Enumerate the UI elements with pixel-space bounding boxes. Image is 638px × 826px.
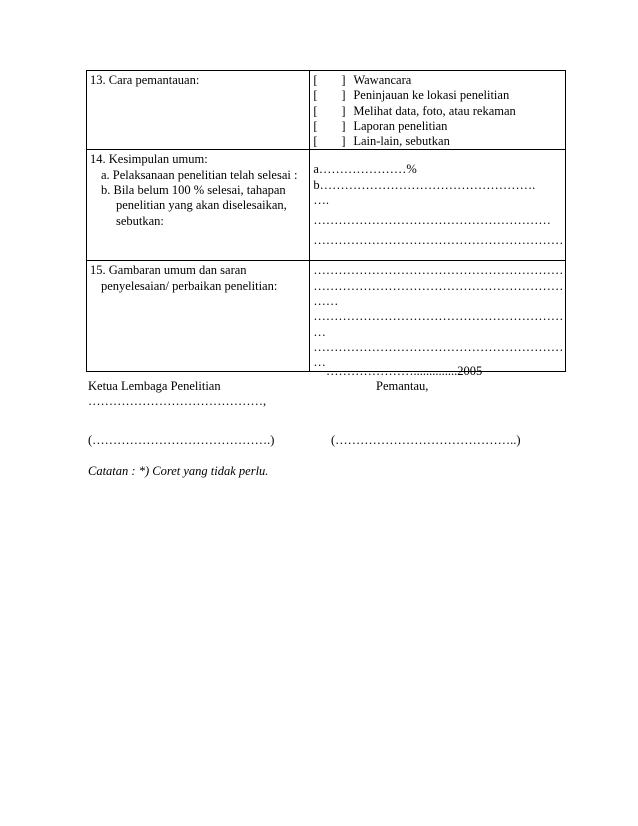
- row15-line: ……………………………………………………: [313, 263, 564, 278]
- row15-label-1: 15. Gambaran umum dan saran: [90, 263, 247, 278]
- row-kesimpulan-umum: [87, 150, 566, 261]
- row14-b-value-2: ….: [313, 193, 329, 208]
- bracket-open: [: [313, 118, 318, 133]
- bracket-open: [: [313, 88, 318, 103]
- row15-line: ……………………………………………………: [313, 278, 564, 293]
- row14-line-2: ……………………………………………………: [313, 232, 564, 247]
- row14-title: 14. Kesimpulan umum:: [90, 152, 208, 167]
- row13-option-text: Laporan penelitian: [353, 118, 448, 133]
- bracket-open: [: [313, 73, 318, 87]
- signature-date: …………………..............2005: [326, 364, 483, 378]
- row13-option-text: Melihat data, foto, atau rekaman: [353, 103, 516, 118]
- row14-label-cell: [87, 150, 310, 261]
- row14-a-value: a…………………%: [313, 162, 417, 177]
- footnote: Catatan : *) Coret yang tidak perlu.: [88, 464, 269, 478]
- row-gambaran-umum: [87, 261, 566, 371]
- row14-b-label-2: penelitian yang akan diselesaikan,: [116, 198, 287, 213]
- monitoring-form-table: [86, 70, 566, 372]
- row13-options-cell: [310, 71, 566, 150]
- row15-line: ……………………………………………………: [313, 309, 564, 324]
- row13-option: [313, 119, 562, 134]
- row-cara-pemantauan: [87, 71, 566, 150]
- bracket-close: ]: [341, 73, 346, 87]
- row14-values-cell: [310, 150, 566, 261]
- row15-line: ……: [313, 294, 339, 309]
- bracket-close: ]: [341, 134, 346, 149]
- row13-option: [313, 104, 562, 119]
- row14-line-1: …………………………………………………: [313, 212, 551, 227]
- row14-b-label: b. Bila belum 100 % selesai, tahapan: [101, 183, 286, 198]
- bracket-close: ]: [341, 103, 346, 118]
- row14-a-label: a. Pelaksanaan penelitian telah selesai :: [101, 167, 298, 182]
- row15-line: …: [313, 324, 326, 339]
- right-signer-name: (……………………………………..): [331, 433, 521, 447]
- row14-b-label-3: sebutkan:: [116, 213, 164, 228]
- row13-label-cell: [87, 71, 310, 150]
- left-signer-dots: ……………………………………,: [88, 394, 267, 408]
- row13-label: 13. Cara pemantauan:: [90, 73, 200, 87]
- row13-option: [313, 73, 562, 88]
- right-signer-title: Pemantau,: [376, 379, 429, 393]
- row15-label-cell: [87, 261, 310, 371]
- bracket-close: ]: [341, 88, 346, 103]
- row13-option-text: Wawancara: [353, 73, 412, 87]
- row15-lines-cell: [310, 261, 566, 371]
- row13-option-text: Peninjauan ke lokasi penelitian: [353, 88, 510, 103]
- row15-line: …: [313, 355, 326, 370]
- row15-label-2: penyelesaian/ perbaikan penelitian:: [101, 278, 278, 293]
- row14-b-value: b…………………………………………….: [313, 177, 536, 192]
- row13-option: [313, 88, 562, 103]
- left-signer-name: (…………………………………….): [88, 433, 275, 447]
- left-signer-title: Ketua Lembaga Penelitian: [88, 379, 221, 393]
- bracket-open: [: [313, 103, 318, 118]
- row15-line: ……………………………………………………: [313, 339, 564, 354]
- bracket-open: [: [313, 134, 318, 149]
- bracket-close: ]: [341, 118, 346, 133]
- row13-option: [313, 134, 562, 149]
- row13-option-text: Lain-lain, sebutkan: [353, 134, 450, 149]
